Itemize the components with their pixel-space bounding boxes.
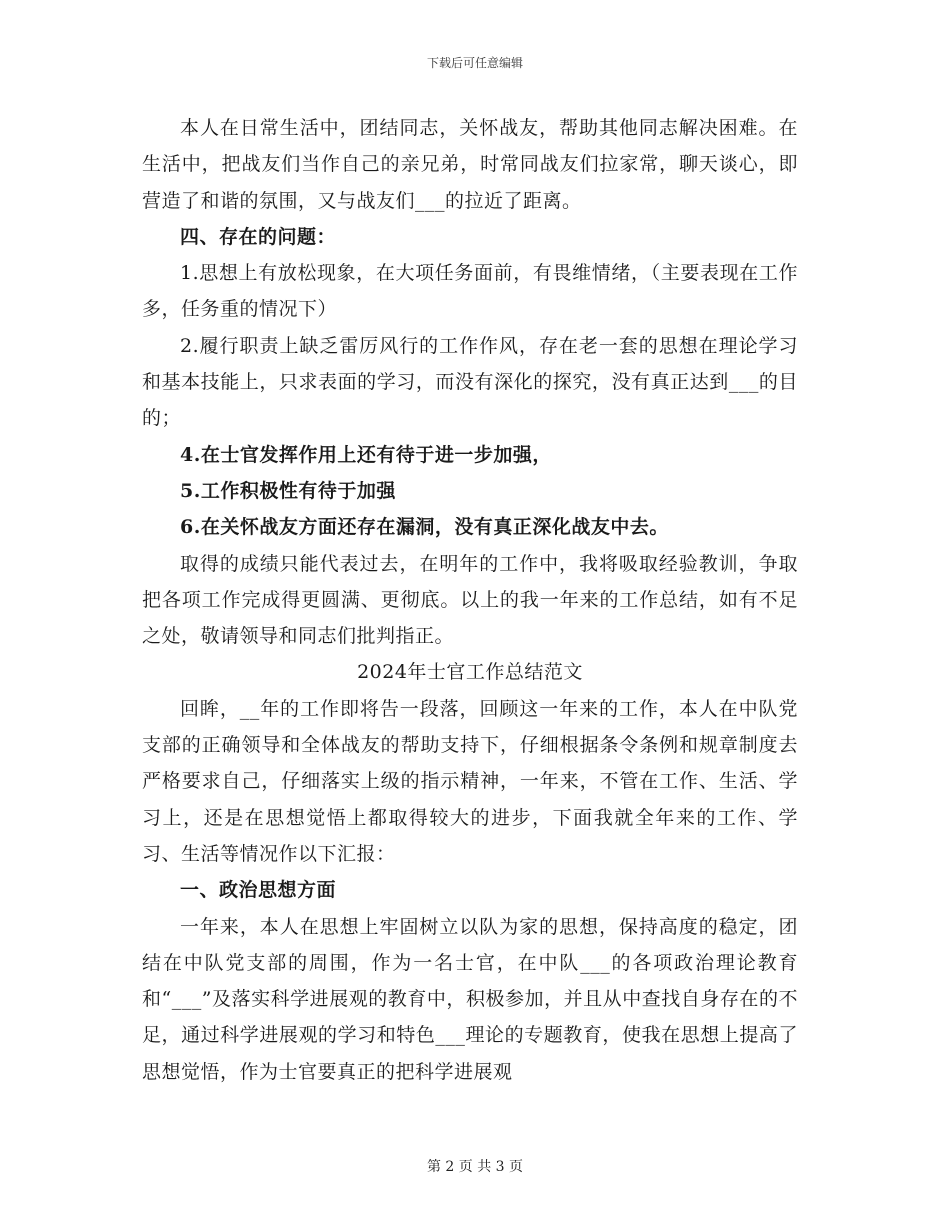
paragraph-political: 一年来，本人在思想上牢固树立以队为家的思想，保持高度的稳定，团结在中队党支部的周围，作为一名士官，在中队___的各项政治理论教育和“___”及落实科学进展观的教育中，积极参加，并且从中查找自身存在的不足，通过科学进展观的学习和特色___理论的专题教育，使我在思想上提高了思想觉悟，作为士官要真正的把科学进展观 — [142, 915, 798, 1083]
document-body — [142, 110, 798, 1090]
page-header: 下载后可任意编辑 — [426, 56, 523, 70]
paragraph-problem-5: 5.工作积极性有待于加强 — [180, 479, 396, 502]
paragraph-problem-4: 4.在士官发挥作用上还有待于进一步加强， — [180, 443, 552, 466]
heading-political: 一、政治思想方面 — [180, 879, 337, 902]
paragraph-review: 回眸，__年的工作即将告一段落，回顾这一年来的工作，本人在中队党支部的正确领导和全体战友的帮助支持下，仔细根据条令条例和规章制度去严格要求自己，仔细落实上级的指示精神，一年来，不管在工作、生活、学习上，还是在思想觉悟上都取得较大的进步，下面我就全年来的工作、学习、生活等情况作以下汇报： — [142, 697, 798, 865]
section-title: 2024年士官工作总结范文 — [357, 661, 583, 684]
paragraph-conclusion: 取得的成绩只能代表过去，在明年的工作中，我将吸取经验教训，争取把各项工作完成得更圆满、更彻底。以上的我一年来的工作总结，如有不足之处，敬请领导和同志们批判指正。 — [142, 552, 798, 648]
paragraph-problem-6: 6.在关怀战友方面还存在漏洞，没有真正深化战友中去。 — [180, 516, 669, 539]
heading-problems: 四、存在的问题： — [180, 225, 337, 248]
paragraph-problem-2: 2.履行职责上缺乏雷厉风行的工作作风，存在老一套的思想在理论学习和基本技能上，只求表面的学习，而没有深化的探究，没有真正达到___的目的； — [142, 334, 798, 430]
paragraph-daily-life: 本人在日常生活中，团结同志，关怀战友，帮助其他同志解决困难。在生活中，把战友们当作自己的亲兄弟，时常同战友们拉家常，聊天谈心，即营造了和谐的氛围，又与战友们___的拉近了距离。 — [142, 117, 798, 212]
paragraph-problem-1: 1.思想上有放松现象，在大项任务面前，有畏维情绪，（主要表现在工作多，任务重的情况下） — [142, 262, 798, 321]
page-footer: 第 2 页 共 3 页 — [426, 1159, 524, 1175]
